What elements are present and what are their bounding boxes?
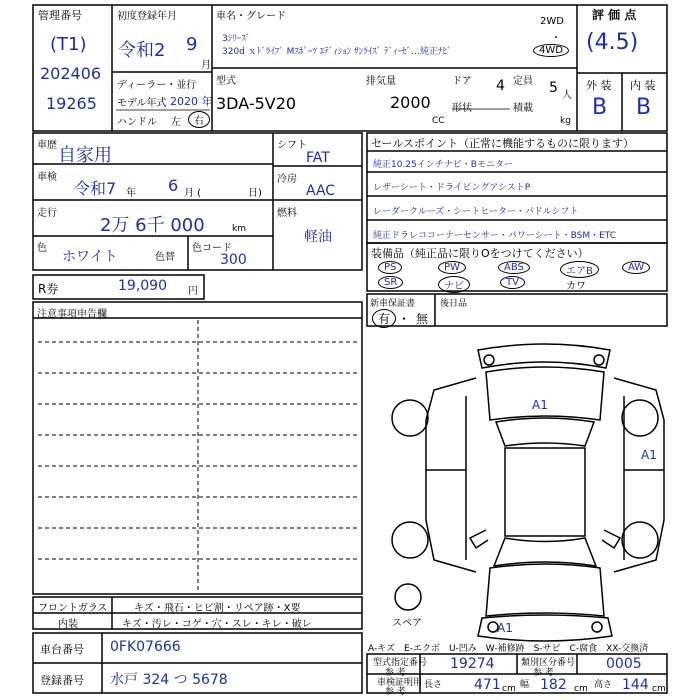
km-unit: km [232, 224, 246, 234]
spare-label: スペア [392, 618, 422, 629]
cert-sub: 参 考 [385, 687, 406, 697]
kanri-number-1: 202406 [40, 64, 102, 83]
model-year-label: モデル年式 [117, 98, 167, 109]
equip-aw: AW [622, 261, 650, 274]
shift-value: FAT [306, 150, 330, 166]
front-glass-items: キズ・飛石・ヒビ割・リペア跡・X要 [134, 603, 301, 614]
sales-point-3: レーダークルーズ・シートヒーター・パドルシフト [373, 207, 579, 217]
width-label: 幅 [520, 680, 530, 690]
capacity-value: 5 [549, 80, 558, 96]
class-no-label: 類別区分番号 [521, 658, 576, 668]
color-change-label: 色替 [155, 252, 175, 263]
width-value: 182 [540, 677, 567, 693]
sales-point-1: 純正10.25インチナビ・Bモニター [373, 160, 513, 170]
dealer-label: ディーラー・並行 [117, 80, 197, 91]
kanri-label: 管理番号 [38, 9, 82, 22]
handle-right-circled: 右 [188, 111, 210, 128]
exterior-grade: B [592, 95, 608, 120]
length-label: 長さ [424, 680, 443, 690]
interior-cond-items: キズ・汚レ・コゲ・穴・スレ・キレ・破レ [122, 619, 312, 630]
color-label: 色 [37, 243, 47, 254]
damage-legend: A-キズ E-エクボ U-凹み W-補修跡 S-サビ C-腐食 XX-交換済 [368, 644, 649, 654]
recycle-label: R券 [38, 282, 59, 296]
front-glass-label: フロントガラス [38, 603, 108, 614]
inspection-month-unit: 月 ( [184, 188, 202, 199]
interior-grade: B [636, 95, 652, 120]
equip-leather: カワ [566, 281, 586, 292]
color-code-label: 色コード [192, 243, 232, 254]
kanri-number-2: 19265 [46, 94, 97, 113]
equip-navi: ナビ [438, 276, 470, 293]
class-no-sub: 参 考 [533, 668, 554, 678]
score-value: (4.5) [586, 30, 639, 55]
first-reg-label: 初度登録年月 [117, 11, 177, 22]
ac-label: 冷房 [277, 174, 297, 185]
recycle-yen: 円 [188, 286, 198, 297]
mileage-value: 2万 6千 000 [100, 215, 205, 236]
score-label: 評 価 点 [592, 8, 637, 22]
history-value: 自家用 [58, 145, 112, 166]
cc-unit: CC [432, 116, 445, 126]
equip-ps: PS [378, 261, 402, 274]
color-code-value: 300 [220, 252, 247, 268]
kanri-code: (T1) [50, 34, 87, 55]
interior-label: 内 装 [630, 79, 656, 92]
inspection-day-unit: 日) [248, 188, 262, 199]
shift-label: シフト [277, 140, 307, 151]
damage-mark-rear: A1 [532, 398, 548, 412]
equip-airbag: エアB [560, 261, 599, 278]
load-label: 積載 [513, 103, 533, 114]
inspection-month: 6 [168, 176, 179, 195]
warranty-label: 新車保証書 [370, 299, 416, 309]
capacity-unit: 人 [562, 90, 572, 101]
inspection-label: 車検 [37, 172, 57, 183]
fuel-label: 燃料 [277, 208, 297, 219]
width-unit: cm [574, 684, 588, 694]
name-line-1: 3ｼﾘｰｽﾞ [222, 34, 251, 44]
warranty-no: 無 [416, 312, 429, 326]
damage-mark-front: A1 [497, 621, 513, 635]
sales-title: セールスポイント（正常に機能するものに限ります） [371, 137, 635, 150]
chassis-value: 0FK07666 [110, 639, 181, 655]
recycle-value: 19,090 [118, 278, 167, 294]
exterior-label: 外 装 [586, 79, 612, 92]
cert-label: 車検証明用 [377, 678, 423, 688]
type-no-sub: 参 考 [385, 668, 406, 678]
model-year-value: 2020 年 [170, 95, 213, 108]
displacement-value: 2000 [390, 93, 431, 112]
warranty-yes-circled: 有 [372, 309, 396, 328]
height-label: 高さ [594, 680, 613, 690]
notes-label: 注意事項申告欄 [37, 309, 107, 320]
type-label: 型式 [216, 76, 236, 87]
handle-label: ハンドル [117, 117, 157, 128]
equipment-title: 装備品（純正品に限りOをつけてください） [371, 247, 589, 260]
drive-2wd: 2WD [540, 16, 564, 27]
displacement-label: 排気量 [366, 76, 396, 87]
equip-tv: TV [500, 276, 525, 289]
equip-abs: ABS [498, 261, 530, 274]
interior-cond-label: 内装 [58, 619, 78, 630]
inspection-year-unit: 年 [126, 188, 136, 199]
color-value: ホワイト [62, 249, 118, 265]
handle-left: 左 [171, 117, 181, 128]
class-no-value: 0005 [606, 656, 642, 672]
ac-value: AAC [306, 183, 336, 199]
type-no-value: 19274 [450, 656, 495, 672]
chassis-label: 車台番号 [40, 643, 84, 656]
equip-sr: SR [378, 276, 403, 289]
equip-pw: PW [438, 261, 466, 274]
warranty-dot: ・ [398, 312, 411, 326]
mileage-label: 走行 [37, 208, 57, 219]
later-items-label: 後日品 [440, 299, 468, 309]
capacity-label: 定員 [513, 76, 533, 87]
shape-label: 形状 [452, 103, 472, 114]
plate-value: 水戸 324 つ 5678 [110, 672, 228, 688]
drive-4wd-circled: 4WD [533, 44, 569, 57]
plate-label: 登録番号 [40, 674, 84, 687]
load-unit: kg [560, 116, 571, 126]
height-value: 144 [622, 677, 649, 693]
type-no-label: 型式指定番号 [373, 658, 428, 668]
sales-point-4: 純正ドラレココーナーセンサー・パワーシート・BSM・ETC [373, 231, 617, 241]
name-grade-label: 車名・グレード [216, 11, 286, 22]
fuel-value: 軽油 [304, 229, 332, 245]
type-value: 3DA-5V20 [216, 94, 297, 113]
length-unit: cm [502, 684, 516, 694]
first-reg-month: 9 [186, 34, 198, 55]
door-value: 4 [496, 78, 505, 94]
history-label: 車歴 [37, 140, 57, 151]
drive-dot: ・ [551, 33, 561, 44]
first-reg-era: 令和2 [118, 40, 166, 61]
sales-point-2: レザーシート・ドライビングアシストP [373, 183, 531, 193]
door-label: ドア [452, 76, 472, 87]
length-value: 471 [474, 677, 501, 693]
name-line-2: 320d ｘﾄﾞﾗｲﾌﾞ Mｽﾎﾟｰﾂ ｴﾃﾞｨｼｮﾝ ｻﾝﾗｲｽﾞ ﾃﾞｨｰｾﾞ…純正ﾅﾋﾞ [222, 47, 452, 57]
height-unit: cm [652, 684, 666, 694]
damage-mark-right: A1 [641, 448, 657, 462]
month-unit: 月 [201, 60, 211, 71]
inspection-era: 令和7 [74, 179, 117, 198]
